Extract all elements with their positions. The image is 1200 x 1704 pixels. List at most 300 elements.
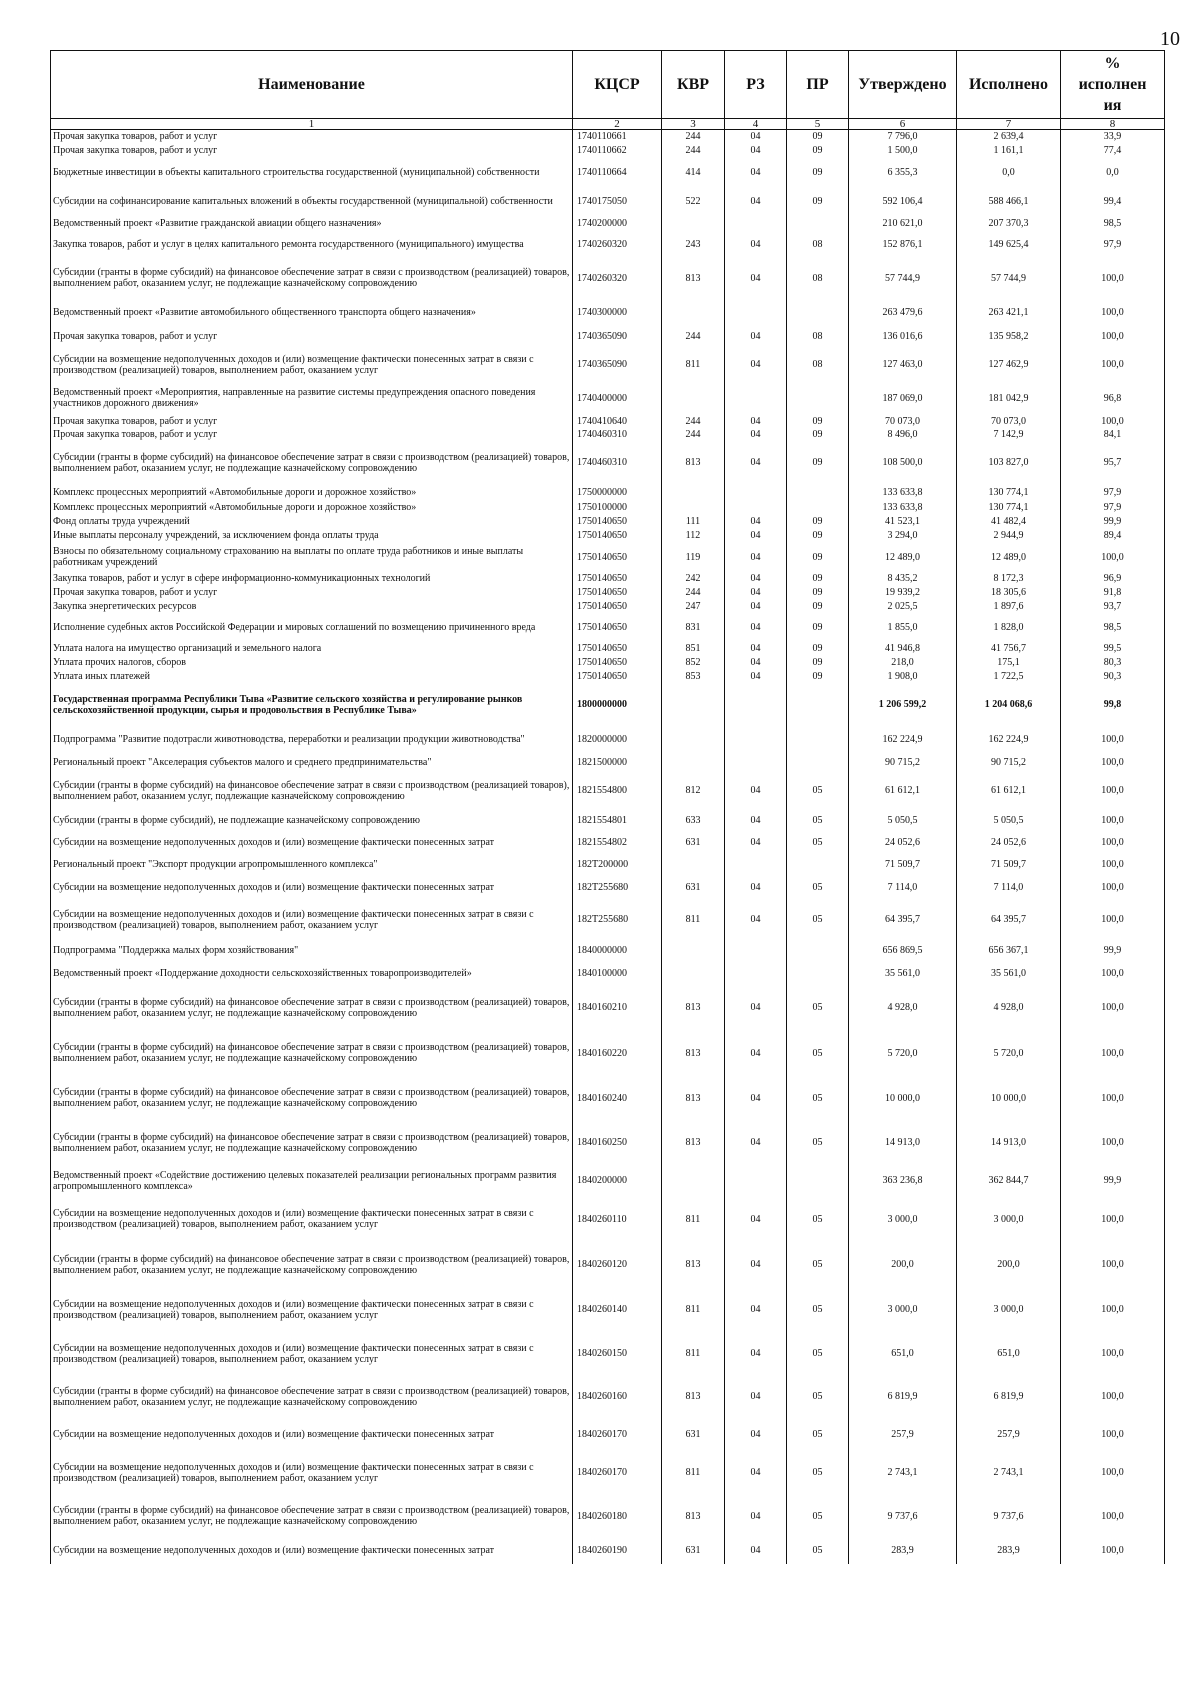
cell-kcsr: 182T255680 <box>573 900 662 940</box>
cell-rz: 04 <box>725 1076 787 1121</box>
cell-kvr: 813 <box>662 1376 725 1418</box>
cell-name: Субсидии на возмещение недополученных доходов и (или) возмещение фактически понесенных затрат в связи с производством (реализацией) товаров, выполнением работ, оказанием услуг <box>51 348 573 382</box>
cell-executed: 257,9 <box>957 1418 1061 1451</box>
cell-name: Субсидии на возмещение недополученных доходов и (или) возмещение фактически понесенных затрат в связи с производством (реализацией) товаров, выполнением работ, оказанием услуг <box>51 1288 573 1332</box>
table-row <box>51 258 1165 299</box>
cell-rz: 04 <box>725 656 787 670</box>
cell-executed: 5 050,5 <box>957 810 1061 832</box>
cell-name: Субсидии на возмещение недополученных доходов и (или) возмещение фактически понесенных затрат <box>51 876 573 900</box>
cell-kvr: 831 <box>662 614 725 642</box>
cell-kvr: 813 <box>662 985 725 1031</box>
table-row <box>51 832 1165 854</box>
cell-kvr <box>662 382 725 415</box>
cell-percent: 100,0 <box>1061 1332 1165 1376</box>
cell-pr: 09 <box>787 670 849 684</box>
cell-percent: 99,9 <box>1061 515 1165 529</box>
cell-approved: 41 946,8 <box>849 642 957 656</box>
table-row <box>51 144 1165 158</box>
cell-kcsr: 1750140650 <box>573 515 662 529</box>
cell-percent: 100,0 <box>1061 1376 1165 1418</box>
cell-kvr: 853 <box>662 670 725 684</box>
cell-approved: 71 509,7 <box>849 854 957 876</box>
cell-executed: 103 827,0 <box>957 441 1061 485</box>
cell-name: Субсидии (гранты в форме субсидий), не подлежащие казначейскому сопровождению <box>51 810 573 832</box>
cell-approved: 162 224,9 <box>849 726 957 754</box>
cell-kvr <box>662 726 725 754</box>
cell-percent: 91,8 <box>1061 586 1165 600</box>
cell-kcsr: 1840260150 <box>573 1332 662 1376</box>
cell-pr: 05 <box>787 1242 849 1288</box>
cell-percent: 96,9 <box>1061 572 1165 586</box>
cell-approved: 3 000,0 <box>849 1288 957 1332</box>
budget-table <box>50 50 1165 1564</box>
cell-executed: 10 000,0 <box>957 1076 1061 1121</box>
cell-approved: 24 052,6 <box>849 832 957 854</box>
cell-percent: 100,0 <box>1061 299 1165 326</box>
table-row <box>51 600 1165 614</box>
cell-kcsr: 1840100000 <box>573 962 662 985</box>
cell-executed: 57 744,9 <box>957 258 1061 299</box>
cell-approved: 2 025,5 <box>849 600 957 614</box>
cell-name: Субсидии (гранты в форме субсидий) на финансовое обеспечение затрат в связи с производством (реализацией товаров), выполнением работ, оказанием услуг, подлежащие казначейскому сопровождению <box>51 772 573 810</box>
cell-pr: 09 <box>787 614 849 642</box>
cell-kcsr: 1840260110 <box>573 1197 662 1242</box>
cell-pr: 09 <box>787 188 849 216</box>
cell-executed: 1 722,5 <box>957 670 1061 684</box>
cell-rz: 04 <box>725 600 787 614</box>
cell-rz: 04 <box>725 348 787 382</box>
cell-percent: 0,0 <box>1061 158 1165 188</box>
cell-approved: 127 463,0 <box>849 348 957 382</box>
cell-kcsr: 182T255680 <box>573 876 662 900</box>
cell-approved: 187 069,0 <box>849 382 957 415</box>
col-num-8: 8 <box>1061 119 1165 130</box>
cell-percent: 100,0 <box>1061 1242 1165 1288</box>
cell-rz: 04 <box>725 900 787 940</box>
cell-kvr: 813 <box>662 1121 725 1165</box>
cell-name: Прочая закупка товаров, работ и услуг <box>51 144 573 158</box>
cell-executed: 7 142,9 <box>957 428 1061 441</box>
cell-kcsr: 1840260180 <box>573 1495 662 1538</box>
table-row <box>51 754 1165 772</box>
cell-approved: 5 720,0 <box>849 1031 957 1076</box>
cell-executed: 2 743,1 <box>957 1451 1061 1495</box>
cell-rz: 04 <box>725 1197 787 1242</box>
cell-rz: 04 <box>725 1538 787 1564</box>
cell-kcsr: 1750140650 <box>573 572 662 586</box>
cell-approved: 592 106,4 <box>849 188 957 216</box>
table-row <box>51 231 1165 258</box>
cell-name: Субсидии (гранты в форме субсидий) на финансовое обеспечение затрат в связи с производством (реализацией) товаров, выполнением работ, оказанием услуг, не подлежащие казначейскому сопровождению <box>51 1031 573 1076</box>
cell-executed: 2 639,4 <box>957 130 1061 144</box>
table-row <box>51 876 1165 900</box>
cell-name: Субсидии (гранты в форме субсидий) на финансовое обеспечение затрат в связи с производством (реализацией) товаров, выполнением работ, оказанием услуг, не подлежащие казначейскому сопровождению <box>51 1242 573 1288</box>
cell-percent: 100,0 <box>1061 754 1165 772</box>
cell-approved: 61 612,1 <box>849 772 957 810</box>
cell-rz: 04 <box>725 772 787 810</box>
cell-kcsr: 1740110662 <box>573 144 662 158</box>
cell-percent: 100,0 <box>1061 1495 1165 1538</box>
cell-kvr <box>662 500 725 515</box>
cell-percent: 99,9 <box>1061 940 1165 962</box>
cell-name: Государственная программа Республики Тыва «Развитие сельского хозяйства и регулирование рынков сельскохозяйственной продукции, сырья и продовольствия в Республике Тыва» <box>51 684 573 726</box>
cell-name: Закупка товаров, работ и услуг в сфере информационно-коммуникационных технологий <box>51 572 573 586</box>
cell-executed: 207 370,3 <box>957 216 1061 231</box>
cell-pr: 09 <box>787 415 849 428</box>
cell-executed: 12 489,0 <box>957 543 1061 572</box>
cell-name: Фонд оплаты труда учреждений <box>51 515 573 529</box>
cell-pr <box>787 940 849 962</box>
cell-executed: 362 844,7 <box>957 1165 1061 1197</box>
cell-pr: 05 <box>787 1121 849 1165</box>
col-header-name: Наименование <box>51 51 573 119</box>
cell-kvr <box>662 684 725 726</box>
cell-name: Субсидии на возмещение недополученных доходов и (или) возмещение фактически понесенных затрат в связи с производством (реализацией) товаров, выполнением работ, оказанием услуг <box>51 1332 573 1376</box>
cell-percent: 100,0 <box>1061 348 1165 382</box>
cell-name: Закупка товаров, работ и услуг в целях капитального ремонта государственного (муниципального) имущества <box>51 231 573 258</box>
cell-kvr: 852 <box>662 656 725 670</box>
cell-name: Закупка энергетических ресурсов <box>51 600 573 614</box>
cell-name: Субсидии на возмещение недополученных доходов и (или) возмещение фактически понесенных затрат в связи с производством (реализацией) товаров, выполнением работ, оказанием услуг <box>51 900 573 940</box>
cell-rz: 04 <box>725 441 787 485</box>
cell-rz: 04 <box>725 144 787 158</box>
cell-percent: 100,0 <box>1061 772 1165 810</box>
cell-name: Субсидии (гранты в форме субсидий) на финансовое обеспечение затрат в связи с производством (реализацией) товаров, выполнением работ, оказанием услуг, не подлежащие казначейскому сопровождению <box>51 258 573 299</box>
cell-kvr: 811 <box>662 1332 725 1376</box>
table-row <box>51 614 1165 642</box>
table-row <box>51 382 1165 415</box>
col-header-rz: РЗ <box>725 51 787 119</box>
cell-approved: 283,9 <box>849 1538 957 1564</box>
cell-kvr <box>662 754 725 772</box>
cell-executed: 2 944,9 <box>957 529 1061 543</box>
table-row <box>51 940 1165 962</box>
table-row <box>51 656 1165 670</box>
cell-pr: 08 <box>787 258 849 299</box>
column-number-row <box>51 119 1165 130</box>
cell-kcsr: 1750140650 <box>573 656 662 670</box>
cell-name: Комплекс процессных мероприятий «Автомобильные дороги и дорожное хозяйство» <box>51 500 573 515</box>
cell-approved: 41 523,1 <box>849 515 957 529</box>
cell-approved: 152 876,1 <box>849 231 957 258</box>
cell-kcsr: 1750000000 <box>573 485 662 500</box>
cell-pr: 05 <box>787 1197 849 1242</box>
cell-executed: 162 224,9 <box>957 726 1061 754</box>
cell-kcsr: 1740260320 <box>573 258 662 299</box>
cell-rz <box>725 962 787 985</box>
cell-name: Ведомственный проект «Содействие достижению целевых показателей реализации региональных программ развития агропромышленного комплекса» <box>51 1165 573 1197</box>
cell-kvr <box>662 940 725 962</box>
cell-pr: 05 <box>787 1538 849 1564</box>
cell-kvr: 244 <box>662 326 725 348</box>
cell-kvr: 813 <box>662 1031 725 1076</box>
cell-percent: 100,0 <box>1061 1418 1165 1451</box>
cell-approved: 1 500,0 <box>849 144 957 158</box>
table-row <box>51 216 1165 231</box>
cell-rz: 04 <box>725 586 787 600</box>
cell-kcsr: 1840000000 <box>573 940 662 962</box>
table-row <box>51 299 1165 326</box>
cell-rz: 04 <box>725 158 787 188</box>
cell-pr: 05 <box>787 832 849 854</box>
cell-pr: 05 <box>787 876 849 900</box>
cell-pr: 09 <box>787 586 849 600</box>
cell-pr: 05 <box>787 810 849 832</box>
table-row <box>51 810 1165 832</box>
table-row <box>51 772 1165 810</box>
cell-percent: 100,0 <box>1061 1031 1165 1076</box>
cell-pr: 05 <box>787 1495 849 1538</box>
cell-percent: 100,0 <box>1061 1076 1165 1121</box>
pct-line-3: ия <box>1103 97 1122 114</box>
table-row <box>51 586 1165 600</box>
cell-rz <box>725 485 787 500</box>
cell-kcsr: 1740365090 <box>573 326 662 348</box>
col-header-approved: Утверждено <box>849 51 957 119</box>
cell-rz: 04 <box>725 515 787 529</box>
cell-percent: 100,0 <box>1061 1197 1165 1242</box>
cell-pr <box>787 1165 849 1197</box>
cell-name: Комплекс процессных мероприятий «Автомобильные дороги и дорожное хозяйство» <box>51 485 573 500</box>
cell-pr: 08 <box>787 231 849 258</box>
cell-name: Бюджетные инвестиции в объекты капитального строительства государственной (муниципальной) собственности <box>51 158 573 188</box>
cell-pr: 09 <box>787 144 849 158</box>
cell-kvr: 851 <box>662 642 725 656</box>
cell-approved: 263 479,6 <box>849 299 957 326</box>
cell-kcsr: 1840160210 <box>573 985 662 1031</box>
cell-percent: 100,0 <box>1061 832 1165 854</box>
cell-name: Субсидии (гранты в форме субсидий) на финансовое обеспечение затрат в связи с производством (реализацией) товаров, выполнением работ, оказанием услуг, не подлежащие казначейскому сопровождению <box>51 1121 573 1165</box>
cell-pr <box>787 726 849 754</box>
cell-approved: 64 395,7 <box>849 900 957 940</box>
col-num-1: 1 <box>51 119 573 130</box>
cell-kvr: 414 <box>662 158 725 188</box>
cell-executed: 1 161,1 <box>957 144 1061 158</box>
cell-kcsr: 1750140650 <box>573 600 662 614</box>
cell-executed: 175,1 <box>957 656 1061 670</box>
cell-executed: 71 509,7 <box>957 854 1061 876</box>
cell-rz <box>725 754 787 772</box>
cell-name: Взносы по обязательному социальному страхованию на выплаты по оплате труда работников и иные выплаты работникам учреждений <box>51 543 573 572</box>
cell-pr <box>787 684 849 726</box>
cell-executed: 1 828,0 <box>957 614 1061 642</box>
cell-executed: 41 482,4 <box>957 515 1061 529</box>
table-row <box>51 1376 1165 1418</box>
cell-pr: 09 <box>787 428 849 441</box>
cell-rz: 04 <box>725 642 787 656</box>
cell-percent: 97,9 <box>1061 231 1165 258</box>
cell-rz: 04 <box>725 415 787 428</box>
cell-rz: 04 <box>725 188 787 216</box>
cell-name: Ведомственный проект «Развитие автомобильного общественного транспорта общего назначения» <box>51 299 573 326</box>
cell-approved: 7 114,0 <box>849 876 957 900</box>
table-row <box>51 348 1165 382</box>
cell-percent: 100,0 <box>1061 1121 1165 1165</box>
cell-name: Уплата прочих налогов, сборов <box>51 656 573 670</box>
cell-executed: 656 367,1 <box>957 940 1061 962</box>
cell-executed: 1 897,6 <box>957 600 1061 614</box>
cell-percent: 97,9 <box>1061 485 1165 500</box>
cell-pr: 05 <box>787 1451 849 1495</box>
cell-percent: 93,7 <box>1061 600 1165 614</box>
cell-name: Ведомственный проект «Развитие гражданской авиации общего назначения» <box>51 216 573 231</box>
cell-kcsr: 1840260170 <box>573 1418 662 1451</box>
cell-name: Прочая закупка товаров, работ и услуг <box>51 415 573 428</box>
cell-kvr: 813 <box>662 1076 725 1121</box>
table-row <box>51 1121 1165 1165</box>
cell-executed: 18 305,6 <box>957 586 1061 600</box>
cell-approved: 70 073,0 <box>849 415 957 428</box>
cell-approved: 9 737,6 <box>849 1495 957 1538</box>
cell-percent: 90,3 <box>1061 670 1165 684</box>
cell-rz: 04 <box>725 543 787 572</box>
cell-kcsr: 1840160240 <box>573 1076 662 1121</box>
cell-rz <box>725 382 787 415</box>
cell-approved: 19 939,2 <box>849 586 957 600</box>
table-row <box>51 985 1165 1031</box>
cell-name: Уплата иных платежей <box>51 670 573 684</box>
cell-kvr <box>662 962 725 985</box>
cell-kvr: 811 <box>662 1288 725 1332</box>
cell-executed: 14 913,0 <box>957 1121 1061 1165</box>
cell-kvr <box>662 854 725 876</box>
cell-pr: 09 <box>787 130 849 144</box>
cell-approved: 1 908,0 <box>849 670 957 684</box>
cell-executed: 0,0 <box>957 158 1061 188</box>
cell-kcsr: 1840260170 <box>573 1451 662 1495</box>
cell-percent: 84,1 <box>1061 428 1165 441</box>
cell-approved: 14 913,0 <box>849 1121 957 1165</box>
cell-executed: 70 073,0 <box>957 415 1061 428</box>
cell-kcsr: 1740200000 <box>573 216 662 231</box>
cell-percent: 100,0 <box>1061 415 1165 428</box>
cell-kcsr: 1840260190 <box>573 1538 662 1564</box>
cell-rz: 04 <box>725 1288 787 1332</box>
cell-name: Субсидии на возмещение недополученных доходов и (или) возмещение фактически понесенных затрат в связи с производством (реализацией) товаров, выполнением работ, оказанием услуг <box>51 1197 573 1242</box>
cell-kcsr: 182T200000 <box>573 854 662 876</box>
cell-approved: 6 819,9 <box>849 1376 957 1418</box>
table-row <box>51 900 1165 940</box>
cell-kcsr: 1840260120 <box>573 1242 662 1288</box>
cell-rz <box>725 684 787 726</box>
cell-pr: 09 <box>787 600 849 614</box>
cell-kvr: 247 <box>662 600 725 614</box>
cell-kvr: 811 <box>662 900 725 940</box>
cell-name: Субсидии на возмещение недополученных доходов и (или) возмещение фактически понесенных затрат в связи с производством (реализацией) товаров, выполнением работ, оказанием услуг <box>51 1451 573 1495</box>
cell-name: Субсидии на возмещение недополученных доходов и (или) возмещение фактически понесенных затрат <box>51 832 573 854</box>
cell-kcsr: 1750140650 <box>573 543 662 572</box>
cell-approved: 108 500,0 <box>849 441 957 485</box>
cell-kvr: 812 <box>662 772 725 810</box>
col-num-6: 6 <box>849 119 957 130</box>
cell-rz: 04 <box>725 326 787 348</box>
cell-approved: 218,0 <box>849 656 957 670</box>
cell-executed: 64 395,7 <box>957 900 1061 940</box>
table-row <box>51 1332 1165 1376</box>
cell-name: Ведомственный проект «Мероприятия, направленные на развитие системы предупреждения опасного поведения участников дорожного движения» <box>51 382 573 415</box>
cell-percent: 100,0 <box>1061 854 1165 876</box>
cell-rz: 04 <box>725 1242 787 1288</box>
cell-approved: 8 496,0 <box>849 428 957 441</box>
cell-rz: 04 <box>725 1451 787 1495</box>
cell-kvr: 633 <box>662 810 725 832</box>
cell-kcsr: 1750140650 <box>573 670 662 684</box>
cell-pr: 05 <box>787 900 849 940</box>
cell-percent: 100,0 <box>1061 326 1165 348</box>
cell-kcsr: 1740400000 <box>573 382 662 415</box>
cell-rz <box>725 216 787 231</box>
col-header-executed: Исполнено <box>957 51 1061 119</box>
cell-executed: 3 000,0 <box>957 1288 1061 1332</box>
cell-percent: 98,5 <box>1061 614 1165 642</box>
cell-kcsr: 1740260320 <box>573 231 662 258</box>
cell-name: Субсидии (гранты в форме субсидий) на финансовое обеспечение затрат в связи с производством (реализацией) товаров, выполнением работ, оказанием услуг, не подлежащие казначейскому сопровождению <box>51 1076 573 1121</box>
cell-name: Подпрограмма "Развитие подотрасли животноводства, переработки и реализации продукции животноводства" <box>51 726 573 754</box>
table-row <box>51 1538 1165 1564</box>
cell-kvr: 522 <box>662 188 725 216</box>
cell-kvr: 111 <box>662 515 725 529</box>
cell-kcsr: 1821500000 <box>573 754 662 772</box>
table-row <box>51 726 1165 754</box>
cell-rz: 04 <box>725 1332 787 1376</box>
cell-name: Субсидии (гранты в форме субсидий) на финансовое обеспечение затрат в связи с производством (реализацией) товаров, выполнением работ, оказанием услуг, не подлежащие казначейскому сопровождению <box>51 1376 573 1418</box>
cell-pr: 05 <box>787 1332 849 1376</box>
table-row <box>51 326 1165 348</box>
cell-pr: 09 <box>787 515 849 529</box>
cell-executed: 41 756,7 <box>957 642 1061 656</box>
cell-kvr: 242 <box>662 572 725 586</box>
cell-executed: 283,9 <box>957 1538 1061 1564</box>
cell-pr: 09 <box>787 529 849 543</box>
cell-kvr: 631 <box>662 876 725 900</box>
cell-rz <box>725 500 787 515</box>
cell-percent: 95,7 <box>1061 441 1165 485</box>
table-row <box>51 428 1165 441</box>
table-row <box>51 1076 1165 1121</box>
cell-kvr <box>662 1165 725 1197</box>
cell-approved: 3 000,0 <box>849 1197 957 1242</box>
cell-kcsr: 1740175050 <box>573 188 662 216</box>
cell-rz: 04 <box>725 1376 787 1418</box>
cell-approved: 4 928,0 <box>849 985 957 1031</box>
table-row <box>51 415 1165 428</box>
cell-executed: 200,0 <box>957 1242 1061 1288</box>
cell-kcsr: 1740365090 <box>573 348 662 382</box>
cell-rz: 04 <box>725 614 787 642</box>
cell-name: Прочая закупка товаров, работ и услуг <box>51 130 573 144</box>
col-header-percent <box>1061 51 1165 119</box>
cell-kvr: 811 <box>662 1451 725 1495</box>
cell-executed: 7 114,0 <box>957 876 1061 900</box>
cell-rz <box>725 299 787 326</box>
cell-percent: 100,0 <box>1061 258 1165 299</box>
cell-approved: 7 796,0 <box>849 130 957 144</box>
cell-pr: 08 <box>787 348 849 382</box>
table-row <box>51 1288 1165 1332</box>
cell-pr <box>787 500 849 515</box>
cell-executed: 127 462,9 <box>957 348 1061 382</box>
cell-name: Подпрограмма "Поддержка малых форм хозяйствования" <box>51 940 573 962</box>
cell-kvr: 631 <box>662 1418 725 1451</box>
cell-approved: 363 236,8 <box>849 1165 957 1197</box>
cell-name: Ведомственный проект «Поддержание доходности сельскохозяйственных товаропроизводителей» <box>51 962 573 985</box>
cell-rz <box>725 726 787 754</box>
cell-kvr: 811 <box>662 1197 725 1242</box>
cell-percent: 96,8 <box>1061 382 1165 415</box>
cell-pr: 08 <box>787 326 849 348</box>
col-num-7: 7 <box>957 119 1061 130</box>
cell-rz: 04 <box>725 1495 787 1538</box>
